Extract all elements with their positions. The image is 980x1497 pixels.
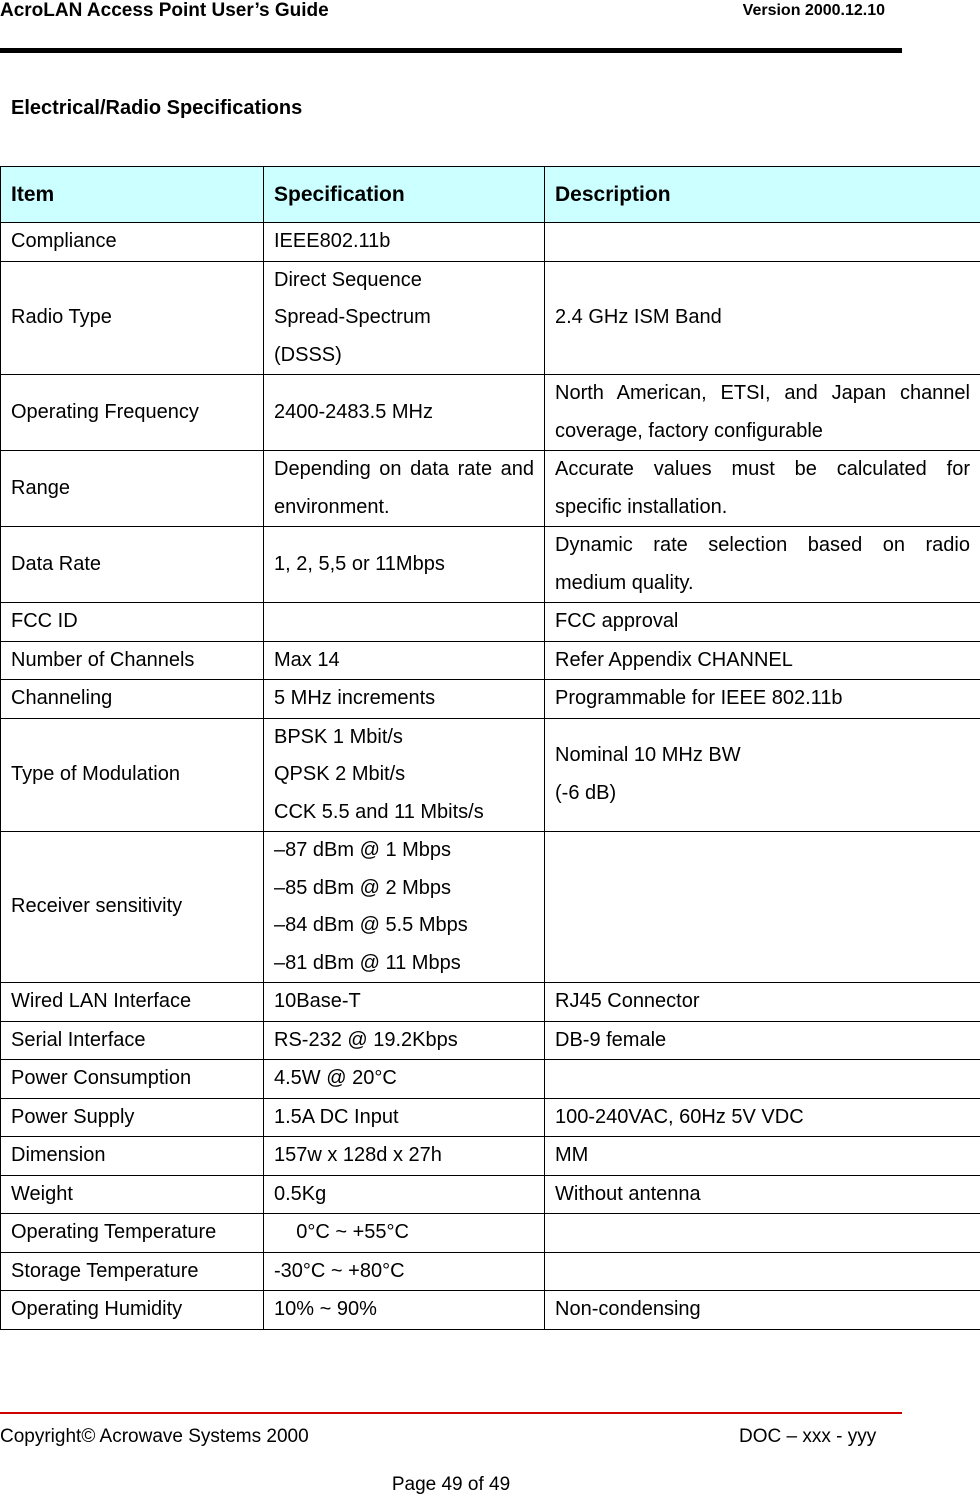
table-row bbox=[1, 375, 980, 451]
table-row bbox=[1, 261, 980, 375]
table-row bbox=[1, 1175, 980, 1214]
cell-specification bbox=[264, 832, 545, 983]
cell-line: Non-condensing bbox=[555, 1298, 701, 1320]
cell-line: North American, ETSI, and Japan channel coverage, factory configurable bbox=[555, 382, 970, 442]
cell-line: Programmable for IEEE 802.11b bbox=[555, 687, 843, 709]
cell-line: Dynamic rate selection based on radio medium quality. bbox=[555, 534, 970, 594]
cell-line: BPSK 1 Mbit/s bbox=[274, 725, 403, 748]
footer-divider bbox=[0, 1412, 902, 1414]
cell-line: 2.4 GHz ISM Band bbox=[555, 306, 722, 328]
cell-line: (DSSS) bbox=[274, 343, 342, 366]
cell-line: 100-240VAC, 60Hz 5V VDC bbox=[555, 1105, 804, 1128]
cell-line: 2400-2483.5 MHz bbox=[274, 400, 433, 423]
cell-description bbox=[545, 1021, 980, 1060]
cell-specification bbox=[264, 1137, 545, 1176]
cell-specification bbox=[264, 603, 545, 642]
cell-specification bbox=[264, 1214, 545, 1253]
cell-specification bbox=[264, 1098, 545, 1137]
table-row bbox=[1, 527, 980, 603]
cell-description bbox=[545, 1252, 980, 1291]
cell-item: Operating Temperature bbox=[1, 1214, 264, 1253]
version-label: Version 2000.12.10 bbox=[742, 2, 885, 19]
cell-item: Radio Type bbox=[1, 261, 264, 375]
cell-description bbox=[545, 1214, 980, 1253]
table-row bbox=[1, 1252, 980, 1291]
cell-description bbox=[545, 718, 980, 832]
cell-specification bbox=[264, 641, 545, 680]
cell-specification bbox=[264, 1252, 545, 1291]
cell-item: Power Consumption bbox=[1, 1060, 264, 1099]
table-row bbox=[1, 1291, 980, 1330]
cell-description bbox=[545, 451, 980, 527]
cell-description bbox=[545, 527, 980, 603]
cell-line: 0°C ~ +55°C bbox=[274, 1221, 409, 1243]
specifications-table bbox=[0, 166, 980, 1330]
column-header-description: Description bbox=[545, 167, 980, 223]
table-row bbox=[1, 1060, 980, 1099]
cell-specification bbox=[264, 527, 545, 603]
section-title: Electrical/Radio Specifications bbox=[11, 97, 303, 119]
cell-item: Data Rate bbox=[1, 527, 264, 603]
column-header-specification: Specification bbox=[264, 167, 545, 223]
cell-description bbox=[545, 1175, 980, 1214]
cell-specification bbox=[264, 983, 545, 1022]
cell-line: Max 14 bbox=[274, 648, 340, 671]
cell-line: –87 dBm @ 1 Mbps bbox=[274, 839, 452, 861]
cell-line: QPSK 2 Mbit/s bbox=[274, 763, 406, 785]
table-row bbox=[1, 223, 980, 262]
cell-description bbox=[545, 261, 980, 375]
cell-item: FCC ID bbox=[1, 603, 264, 642]
header-divider bbox=[0, 48, 902, 53]
cell-line: Direct Sequence bbox=[274, 268, 422, 291]
page-header bbox=[0, 0, 900, 30]
cell-line: 5 MHz increments bbox=[274, 687, 436, 709]
cell-line: Without antenna bbox=[555, 1182, 701, 1205]
table-row bbox=[1, 603, 980, 642]
cell-line: Accurate values must be calculated for specific installation. bbox=[555, 458, 970, 518]
cell-specification bbox=[264, 680, 545, 719]
cell-item: Power Supply bbox=[1, 1098, 264, 1137]
cell-line: –84 dBm @ 5.5 Mbps bbox=[274, 914, 468, 936]
cell-item: Channeling bbox=[1, 680, 264, 719]
cell-item: Type of Modulation bbox=[1, 718, 264, 832]
cell-line: 4.5W @ 20°C bbox=[274, 1067, 397, 1089]
cell-description bbox=[545, 375, 980, 451]
table-row bbox=[1, 641, 980, 680]
cell-description bbox=[545, 680, 980, 719]
table-row bbox=[1, 718, 980, 832]
cell-line: DB-9 female bbox=[555, 1028, 667, 1051]
cell-description bbox=[545, 223, 980, 262]
cell-line: IEEE802.11b bbox=[274, 230, 391, 252]
cell-item: Compliance bbox=[1, 223, 264, 262]
cell-line: CCK 5.5 and 11 Mbits/s bbox=[274, 800, 484, 823]
cell-specification bbox=[264, 1060, 545, 1099]
table-row bbox=[1, 1214, 980, 1253]
cell-line: 157w x 128d x 27h bbox=[274, 1144, 442, 1166]
cell-line: MM bbox=[555, 1144, 589, 1166]
cell-specification bbox=[264, 261, 545, 375]
copyright-text: Copyright© Acrowave Systems 2000 bbox=[0, 1426, 309, 1447]
cell-line: Nominal 10 MHz BW bbox=[555, 744, 741, 767]
cell-line: 1.5A DC Input bbox=[274, 1105, 399, 1128]
cell-line: Refer Appendix CHANNEL bbox=[555, 648, 793, 671]
cell-item: Wired LAN Interface bbox=[1, 983, 264, 1022]
cell-line: -30°C ~ +80°C bbox=[274, 1259, 405, 1282]
cell-description bbox=[545, 1291, 980, 1330]
cell-description bbox=[545, 832, 980, 983]
cell-line: FCC approval bbox=[555, 610, 679, 632]
cell-line: –81 dBm @ 11 Mbps bbox=[274, 951, 461, 974]
cell-line: 0.5Kg bbox=[274, 1182, 327, 1205]
table-row bbox=[1, 832, 980, 983]
cell-specification bbox=[264, 718, 545, 832]
cell-description bbox=[545, 983, 980, 1022]
cell-line: (-6 dB) bbox=[555, 781, 617, 804]
document-title: AcroLAN Access Point User’s Guide bbox=[0, 0, 329, 21]
cell-description bbox=[545, 1098, 980, 1137]
cell-item: Weight bbox=[1, 1175, 264, 1214]
cell-description bbox=[545, 641, 980, 680]
table-row bbox=[1, 1137, 980, 1176]
cell-specification bbox=[264, 1021, 545, 1060]
cell-specification bbox=[264, 375, 545, 451]
table-row bbox=[1, 451, 980, 527]
table-header bbox=[1, 167, 980, 223]
table-row bbox=[1, 983, 980, 1022]
cell-item: Operating Humidity bbox=[1, 1291, 264, 1330]
cell-line: Spread-Spectrum bbox=[274, 306, 431, 328]
cell-item: Dimension bbox=[1, 1137, 264, 1176]
cell-item: Range bbox=[1, 451, 264, 527]
cell-item: Operating Frequency bbox=[1, 375, 264, 451]
cell-line: –85 dBm @ 2 Mbps bbox=[274, 876, 452, 899]
table-body bbox=[1, 223, 980, 1330]
cell-line: RJ45 Connector bbox=[555, 990, 700, 1012]
cell-description bbox=[545, 1060, 980, 1099]
cell-description bbox=[545, 1137, 980, 1176]
cell-item: Number of Channels bbox=[1, 641, 264, 680]
table-row bbox=[1, 680, 980, 719]
cell-specification bbox=[264, 451, 545, 527]
cell-line: 1, 2, 5,5 or 11Mbps bbox=[274, 552, 445, 575]
table-row bbox=[1, 1021, 980, 1060]
table-row bbox=[1, 1098, 980, 1137]
cell-line: 10% ~ 90% bbox=[274, 1298, 377, 1320]
cell-specification bbox=[264, 1175, 545, 1214]
cell-item: Receiver sensitivity bbox=[1, 832, 264, 983]
column-header-item: Item bbox=[1, 167, 264, 223]
cell-description bbox=[545, 603, 980, 642]
cell-specification bbox=[264, 1291, 545, 1330]
table-header-row bbox=[1, 167, 980, 223]
cell-line: Depending on data rate and environment. bbox=[274, 458, 534, 518]
cell-line: RS-232 @ 19.2Kbps bbox=[274, 1028, 458, 1051]
cell-specification bbox=[264, 223, 545, 262]
document-code: DOC – xxx - yyy bbox=[739, 1426, 877, 1447]
cell-item: Storage Temperature bbox=[1, 1252, 264, 1291]
cell-item: Serial Interface bbox=[1, 1021, 264, 1060]
cell-line: 10Base-T bbox=[274, 990, 361, 1012]
page-number: Page 49 of 49 bbox=[391, 1474, 511, 1495]
